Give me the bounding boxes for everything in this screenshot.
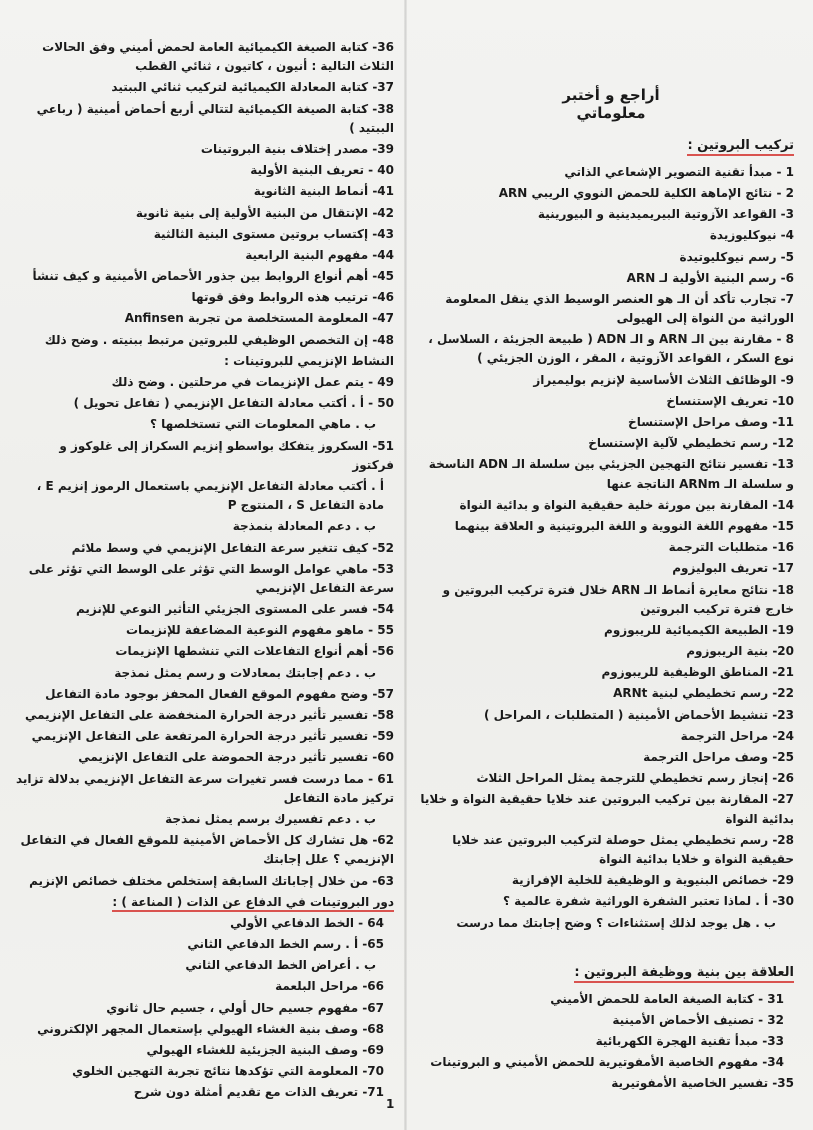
list-item: 53- ماهي عوامل الوسط التي تؤثر على الوسط التي تؤثر على سرعة التفاعل الإنزيمي xyxy=(28,561,394,595)
list-item: 39- مصدر إختلاف بنية البروتينات xyxy=(200,141,394,156)
list-item: 9- الوظائف الثلاث الأساسية لإنزيم بوليميراز xyxy=(533,372,794,387)
list-item: 15- مفهوم اللغة النووية و اللغة البروتينية و العلاقة بينهما xyxy=(454,518,794,533)
list-item: 32 - تصنيف الأحماض الأمينية xyxy=(612,1012,784,1027)
list-item: 1 - مبدأ تقنية التصوير الإشعاعي الذاتي xyxy=(564,164,794,179)
list-item: 49 - يتم عمل الإنزيمات في مرحلتين . وضح ذلك xyxy=(111,375,394,389)
list-item: 28- رسم تخطيطي يمثل حوصلة لتركيب البروتين عند خلايا حقيقية النواة و خلايا بدائية النواة xyxy=(452,832,794,866)
list-item: 50 - أ . أكتب معادلة التفاعل الإنزيمي ( تفاعل تحويل ) xyxy=(73,396,394,411)
list-item: 54- فسر على المستوى الجزيئي التأثير النوعي للإنزيم xyxy=(75,602,394,617)
left-column xyxy=(14,38,394,1105)
list-item: 57- وضح مفهوم الموقع الفعال المحفز بوجود مادة التفاعل xyxy=(45,686,394,701)
list-item: 14- المقارنة بين مورثة خلية حقيقية النواة و بدائية النواة xyxy=(459,497,794,512)
list-item: 20- بنية الريبوزوم xyxy=(686,644,794,659)
list-item: 60- تفسير تأثير درجة الحموضة على التفاعل الإنزيمي xyxy=(78,750,394,765)
list-item: 23- تنشيط الأحماض الأمينية ( المتطلبات ، المراحل ) xyxy=(483,707,794,722)
list-item: 55 - ماهو مفهوم النوعية المضاعفة للإنزيمات xyxy=(125,623,394,638)
list-item: 22- رسم تخطيطي لبنية ARNt xyxy=(613,686,794,701)
list-item: 47- المعلومة المستخلصة من تجربة Anfinsen xyxy=(124,311,394,326)
list-item: 65- أ . رسم الخط الدفاعي الثاني xyxy=(187,937,384,952)
list-item: 13- تفسير نتائج التهجين الجزيئي بين سلسلة الـ ADN الناسخة و سلسلة الـ ARNm الناتجة عنها xyxy=(428,457,794,491)
list-item: 17- تعريف البوليزوم xyxy=(672,561,794,576)
page-title: أراجع و أختبر معلوماتي xyxy=(562,86,660,122)
list-item: 2 - نتائج الإماهة الكلية للحمض النووي الريبي ARN xyxy=(498,185,794,200)
list-item: 8 - مقارنة بين الـ ARN و الـ ADN ( طبيعة الجزيئة ، السلاسل ، نوع السكر ، القواعد الآزوتية ، المقر ، الوزن الجزيئي ) xyxy=(428,332,794,366)
list-item-sub: ب . ماهي المعلومات التي تستخلصها ؟ xyxy=(150,417,376,432)
page-number: 1 xyxy=(386,1097,395,1111)
list-item: 26- إنجاز رسم تخطيطي للترجمة يمثل المراحل الثلاث xyxy=(476,771,794,786)
list-item: 34- مفهوم الخاصية الأمفوتيرية للحمض الأميني و البروتينات xyxy=(430,1055,784,1070)
list-item: 58- تفسير تأثير درجة الحرارة المنخفضة على التفاعل الإنزيمي xyxy=(25,708,394,722)
list-item: 64 - الخط الدفاعي الأولي xyxy=(230,915,384,930)
list-item: 18- نتائج معايرة أنماط الـ ARN خلال فترة تركيب البروتين و خارج فترة تركيب البروتين xyxy=(442,582,794,616)
list-item: 36- كتابة الصيغة الكيميائية العامة لحمض أميني وفق الحالات الثلاث التالية : أنيون ، كاتيون ، ثنائي القطب xyxy=(42,40,394,74)
list-item: 33- مبدأ تقنية الهجرة الكهربائية xyxy=(595,1033,784,1048)
list-item: 68- وصف بنية الغشاء الهيولي بإستعمال المجهر الإلكتروني xyxy=(37,1021,384,1036)
list-item: 29- خصائص البنيوية و الوظيفية للخلية الإفرازية xyxy=(511,873,794,888)
list-item: 11- وصف مراحل الإستنساخ xyxy=(628,415,794,430)
list-item: 16- متطلبات الترجمة xyxy=(668,540,794,555)
list-item: 30- أ . لماذا تعتبر الشفرة الوراثية شفرة عالمية ؟ xyxy=(502,894,794,909)
list-item-sub: ب . هل يوجد لذلك إستثناءات ؟ وضح إجابتك مما درست xyxy=(456,915,776,930)
list-item-sub: ب . أعراض الخط الدفاعي الثاني xyxy=(185,958,376,973)
list-item: 21- المناطق الوظيفية للريبوزوم xyxy=(601,665,794,680)
section-heading-immunity: دور البروتينات في الدفاع عن الذات ( المناعة ) : xyxy=(14,893,394,912)
list-item: 70- المعلومة التي تؤكدها نتائج تجربة التهجين الخلوي xyxy=(72,1064,384,1079)
list-item: 42- الإنتقال من البنية الأولية إلى بنية ثانوية xyxy=(135,205,394,220)
page-fold xyxy=(404,0,407,1130)
section-heading-protein-synthesis: تركيب البروتين : xyxy=(418,136,794,157)
list-item: 51- السكروز يتفكك بواسطو إنزيم السكراز إلى غلوكوز و فركتوز xyxy=(59,438,394,472)
list-item: 44- مفهوم البنية الرابعية xyxy=(245,247,394,262)
list-item: 37- كتابة المعادلة الكيميائية لتركيب ثنائي الببتيد xyxy=(111,80,394,95)
list-item: 41- أنماط البنية الثانوية xyxy=(253,184,394,199)
list-item: 69- وصف البنية الجزيئية للغشاء الهيولي xyxy=(146,1043,384,1057)
list-item: 52- كيف تتغير سرعة التفاعل الإنزيمي في وسط ملائم xyxy=(71,540,394,555)
section-heading-enzymes: النشاط الإنزيمي للبروتينات : xyxy=(224,353,394,368)
list-item: 10- تعريف الإستنساخ xyxy=(666,393,794,408)
list-item: 25- وصف مراحل الترجمة xyxy=(643,750,794,765)
list-item: 59- تفسير تأثير درجة الحرارة المرتفعة على التفاعل الإنزيمي xyxy=(31,729,394,744)
list-item: 5- رسم نيوكليوتيدة xyxy=(679,249,794,264)
list-item-sub: ب . دعم تفسيرك برسم يمثل نمذجة xyxy=(165,811,376,826)
list-item: 62- هل تشارك كل الأحماض الأمينية للموقع الفعال في التفاعل الإنزيمي ؟ علل إجابتك xyxy=(20,833,394,867)
list-item: 24- مراحل الترجمة xyxy=(680,728,794,743)
list-item: 19- الطبيعة الكيميائية للريبوزوم xyxy=(604,622,794,637)
list-item: 12- رسم تخطيطي لآلية الإستنساخ xyxy=(588,436,794,451)
list-item: 56- أهم أنواع التفاعلات التي تنشطها الإنزيمات xyxy=(115,644,394,659)
list-item: 48- إن التخصص الوظيفي للبروتين مرتبط ببنيته . وضح ذلك xyxy=(44,332,394,347)
list-item: 67- مفهوم جسيم حال أولي ، جسيم حال ثانوي xyxy=(106,1000,384,1015)
list-item-sub: ب . دعم المعادلة بنمذجة xyxy=(232,519,376,534)
list-item-sub: ب . دعم إجابتك بمعادلات و رسم يمثل نمذجة xyxy=(114,665,376,680)
list-item: 63- من خلال إجاباتك السابقة إستخلص مختلف خصائص الإنزيم xyxy=(29,873,394,888)
list-item: 27- المقارنة بين تركيب البروتين عند خلايا حقيقية النواة و خلايا بدائية النواة xyxy=(420,792,794,826)
section-heading-structure-function: العلاقة بين بنية ووظيفة البروتين : xyxy=(418,963,794,984)
list-item: 4- نيوكليوزيدة xyxy=(709,228,794,243)
list-item: 31 - كتابة الصيغة العامة للحمض الأميني xyxy=(550,991,784,1006)
list-item: 40 - تعريف البنية الأولية xyxy=(250,163,394,178)
list-item: 38- كتابة الصيغة الكيميائية لتتالي أربع أحماض أمينية ( رباعي الببتيد ) xyxy=(36,101,394,135)
list-item: 46- ترتيب هذه الروابط وفق قوتها xyxy=(191,290,394,305)
list-item: 3- القواعد الآزوتية البيريميدينية و البيورينية xyxy=(537,207,794,222)
list-item-sub: أ . أكتب معادلة التفاعل الإنزيمي باستعمال الرموز إنزيم E ، مادة التفاعل S ، المنتوج P xyxy=(36,478,384,513)
list-item: 7- تجارب تأكد أن الـ هو العنصر الوسيط الذي ينقل المعلومة الوراثية من النواة إلى الهيولى xyxy=(445,291,794,326)
list-item: 45- أهم أنواع الروابط بين جذور الأحماض الأمينية و كيف تنشأ xyxy=(32,269,394,284)
list-item: 43- إكتساب بروتين مستوى البنية الثالثية xyxy=(153,226,394,241)
list-item: 6- رسم البنية الأولية لـ ARN xyxy=(626,270,794,285)
list-item: 61 - مما درست فسر تغيرات سرعة التفاعل الإنزيمي بدلالة تزايد تركيز مادة التفاعل xyxy=(15,771,394,805)
right-column xyxy=(418,130,794,1095)
list-item: 35- تفسير الخاصية الأمفوتيرية xyxy=(611,1076,794,1091)
list-item: 71- تعريف الذات مع تقديم أمثلة دون شرح xyxy=(133,1085,384,1100)
list-item: 66- مراحل البلعمة xyxy=(275,979,384,994)
